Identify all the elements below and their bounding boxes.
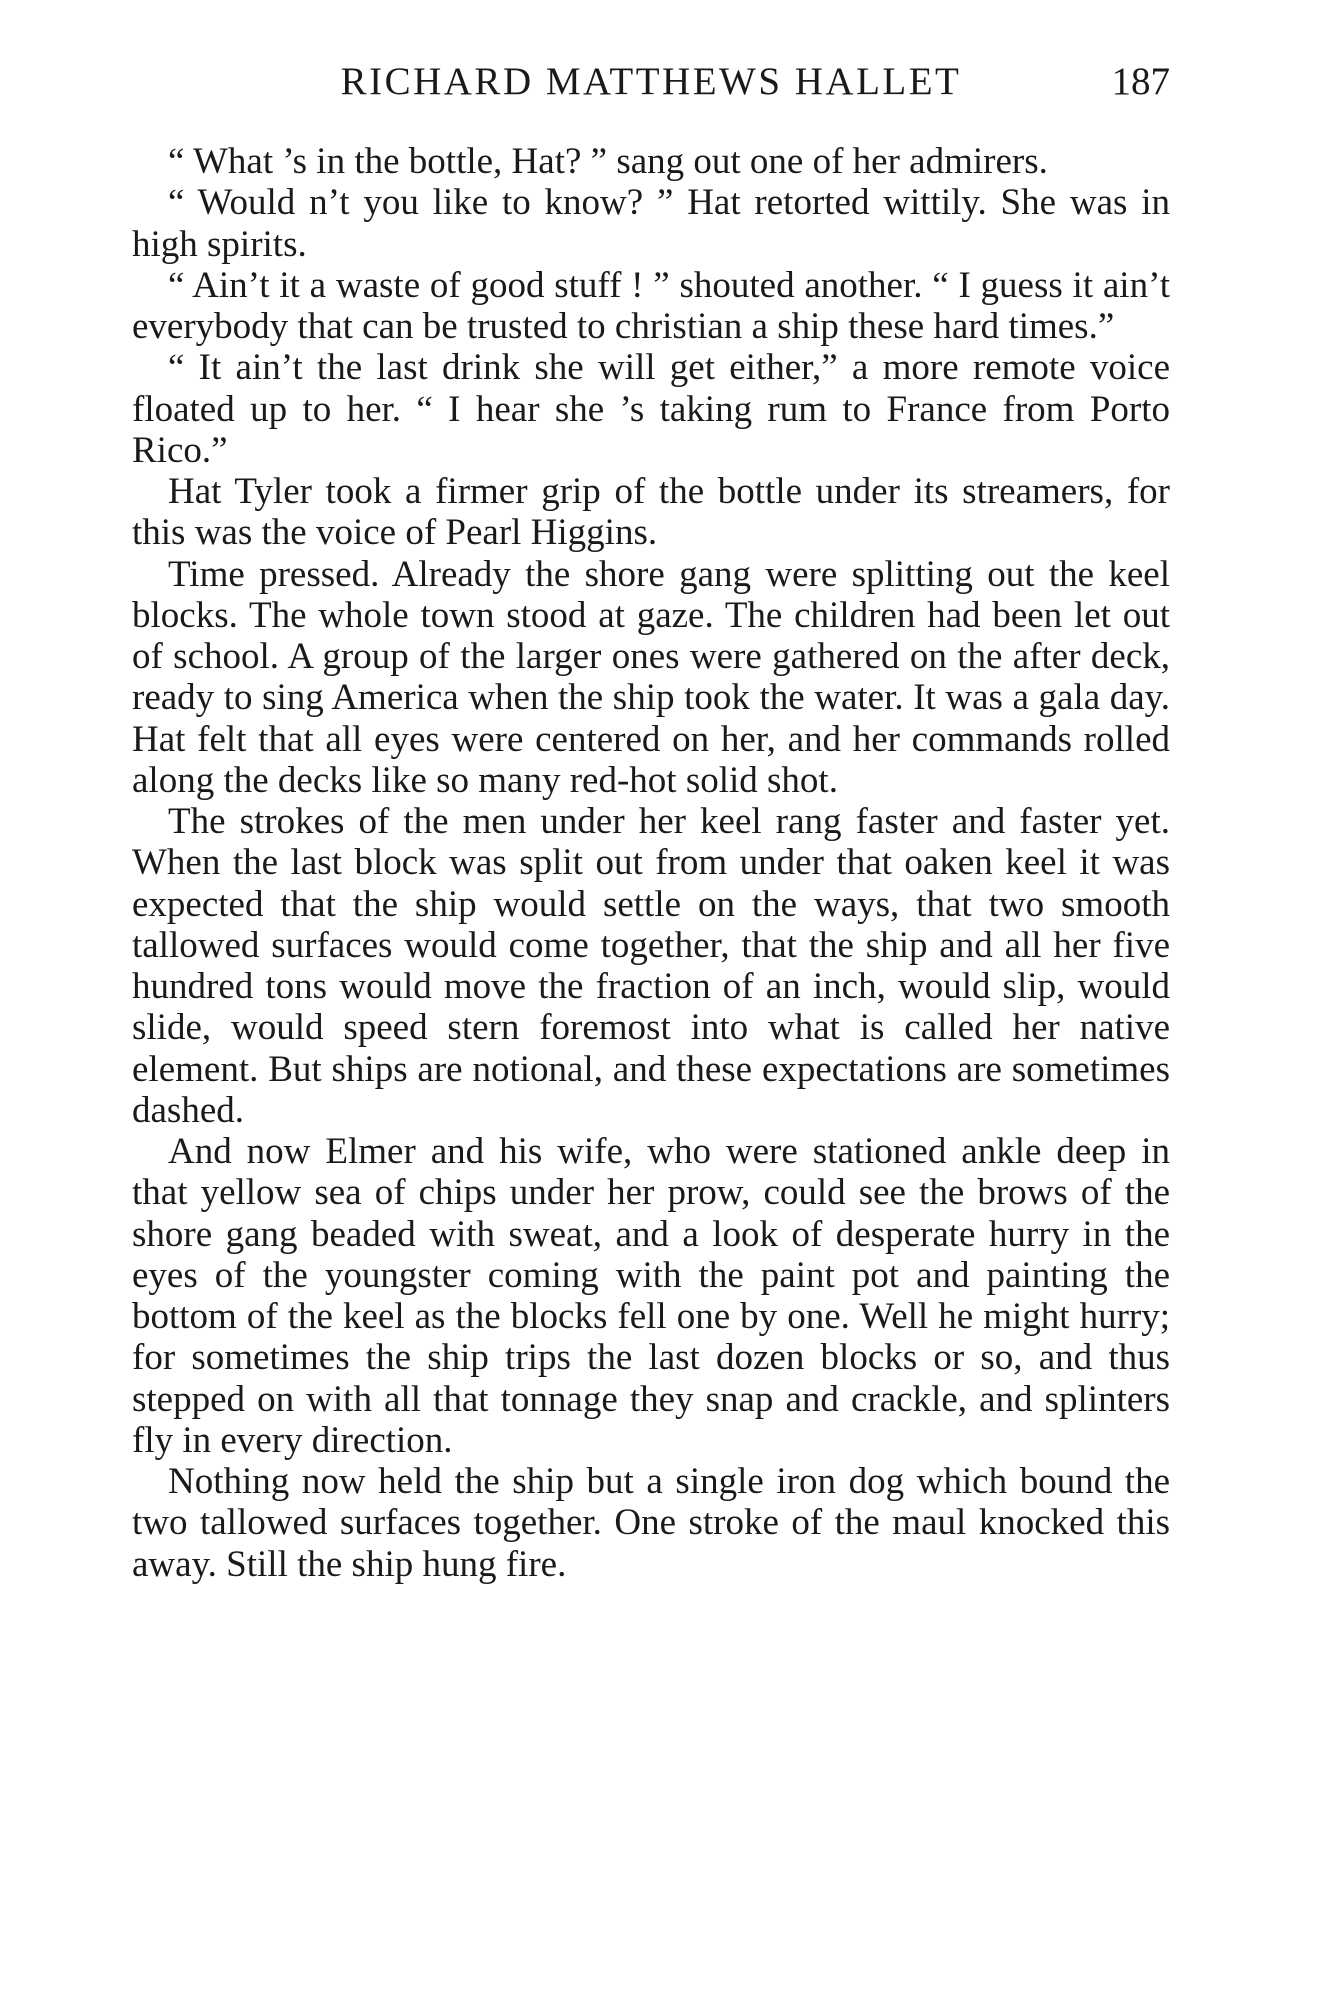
page-number: 187 (1111, 60, 1170, 103)
paragraph: “ Would n’t you like to know? ” Hat retorted wittily. She was in high spirits. (132, 182, 1170, 265)
paragraph: “ Ain’t it a waste of good stuff ! ” shouted another. “ I guess it ain’t everybody that can be trusted to christian a ship these hard times.” (132, 264, 1170, 347)
body-text (132, 141, 1170, 1585)
paragraph: Hat Tyler took a firmer grip of the bottle under its streamers, for this was the voice of Pearl Higgins. (132, 471, 1170, 554)
page-header (132, 52, 1170, 112)
paragraph: And now Elmer and his wife, who were stationed ankle deep in that yellow sea of chips under her prow, could see the brows of the shore gang beaded with sweat, and a look of desperate hurry in the eyes of the youngster coming with the paint pot and painting the bottom of the keel as the blocks fell one by one. Well he might hurry; for sometimes the ship trips the last dozen blocks or so, and thus stepped on with all that tonnage they snap and crackle, and splinters fly in every direction. (132, 1131, 1170, 1461)
paragraph: The strokes of the men under her keel rang faster and faster yet. When the last block was split out from under that oaken keel it was expected that the ship would settle on the ways, that two smooth tallowed surfaces would come together, that the ship and all her five hundred tons would move the fraction of an inch, would slip, would slide, would speed stern foremost into what is called her native element. But ships are notional, and these expectations are sometimes dashed. (132, 801, 1170, 1131)
paragraph: Time pressed. Already the shore gang were splitting out the keel blocks. The whole town stood at gaze. The children had been let out of school. A group of the larger ones were gathered on the after deck, ready to sing America when the ship took the water. It was a gala day. Hat felt that all eyes were centered on her, and her commands rolled along the decks like so many red-hot solid shot. (132, 553, 1170, 801)
paragraph: “ It ain’t the last drink she will get either,” a more remote voice floated up to her. “ I hear she ’s taking rum to France from Porto Rico.” (132, 347, 1170, 471)
running-head: RICHARD MATTHEWS HALLET (340, 60, 962, 103)
paragraph: “ What ’s in the bottle, Hat? ” sang out one of her admirers. (168, 141, 1048, 182)
paragraph: Nothing now held the ship but a single iron dog which bound the two tallowed surfaces together. One stroke of the maul knocked this away. Still the ship hung fire. (132, 1461, 1170, 1585)
